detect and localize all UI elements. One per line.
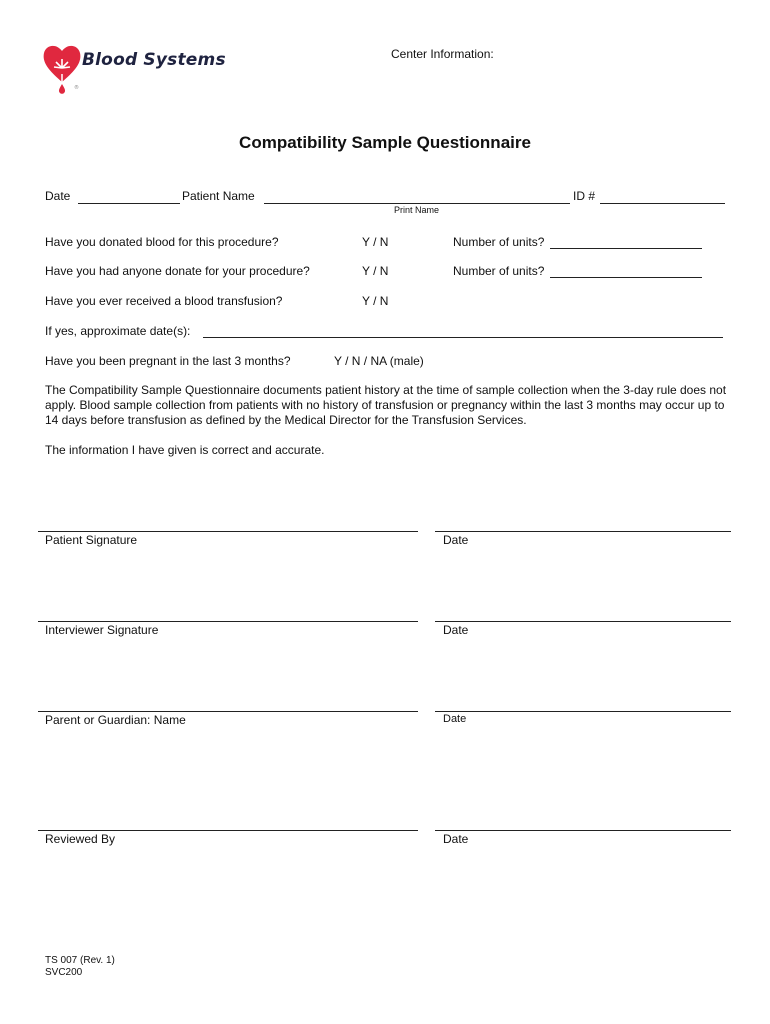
patient-name-field[interactable] (264, 203, 570, 204)
reviewed-date-label: Date (443, 832, 469, 846)
units-field-2[interactable] (550, 277, 702, 278)
logo-text: Blood Systems (82, 50, 226, 70)
question-pregnant: Have you been pregnant in the last 3 months? (45, 354, 291, 368)
guardian-name-line[interactable] (38, 711, 418, 712)
interviewer-date-line[interactable] (435, 621, 731, 622)
question-anyone-donate: Have you had anyone donate for your procedure? (45, 264, 310, 278)
units-label-1: Number of units? (453, 235, 545, 249)
dates-question: If yes, approximate date(s): (45, 324, 191, 338)
id-label: ID # (573, 189, 596, 203)
answer-donated-blood[interactable]: Y / N (362, 235, 389, 249)
patient-signature-line[interactable] (38, 531, 418, 532)
guardian-date-line[interactable] (435, 711, 731, 712)
interviewer-signature-label: Interviewer Signature (45, 623, 159, 637)
answer-pregnant[interactable]: Y / N / NA (male) (334, 354, 424, 368)
reviewed-date-line[interactable] (435, 830, 731, 831)
attestation-text: The information I have given is correct and accurate. (45, 443, 325, 457)
svc-code: SVC200 (45, 967, 83, 978)
guardian-name-label: Parent or Guardian: Name (45, 713, 186, 727)
interviewer-date-label: Date (443, 623, 469, 637)
blood-systems-logo (42, 42, 242, 98)
patient-date-label: Date (443, 533, 469, 547)
date-field[interactable] (78, 203, 180, 204)
patient-date-line[interactable] (435, 531, 731, 532)
dates-field[interactable] (203, 337, 723, 338)
interviewer-signature-line[interactable] (38, 621, 418, 622)
print-name-label: Print Name (394, 205, 440, 215)
question-donated-blood: Have you donated blood for this procedure? (45, 235, 279, 249)
reviewed-by-label: Reviewed By (45, 832, 116, 846)
svg-text:®: ® (74, 85, 79, 91)
explanation-paragraph: The Compatibility Sample Questionnaire documents patient history at the time of sample collection when the 3-day rule does not apply. Blood sample collection from patients with no history of transfusion or pregnancy within the last 3 months may occur up to 14 days before transfusion as defined by the Medical Director for the Transfusion Services. (45, 383, 727, 427)
page-title: Compatibility Sample Questionnaire (239, 133, 531, 152)
patient-signature-label: Patient Signature (45, 533, 138, 547)
id-field[interactable] (600, 203, 725, 204)
answer-anyone-donate[interactable]: Y / N (362, 264, 389, 278)
date-label: Date (45, 189, 71, 203)
question-transfusion: Have you ever received a blood transfusion? (45, 294, 283, 308)
reviewed-by-line[interactable] (38, 830, 418, 831)
guardian-date-label: Date (443, 713, 467, 725)
units-field-1[interactable] (550, 248, 702, 249)
center-information-label: Center Information: (391, 47, 494, 61)
patient-name-label: Patient Name (182, 189, 255, 203)
units-label-2: Number of units? (453, 264, 545, 278)
answer-transfusion[interactable]: Y / N (362, 294, 389, 308)
heart-drop-icon (42, 42, 82, 98)
form-code: TS 007 (Rev. 1) (45, 955, 115, 966)
